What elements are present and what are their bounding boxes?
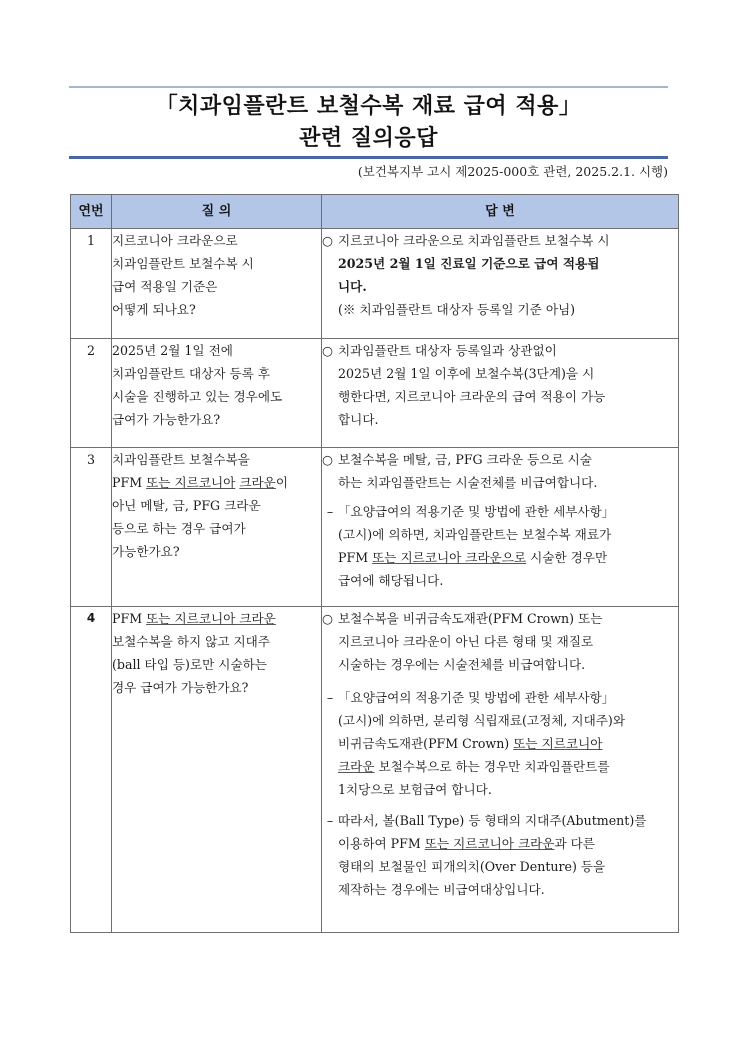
- circle-bullet-icon: ○: [322, 233, 333, 248]
- question-cell: [112, 448, 322, 607]
- document-title-line2: 관련 질의응답: [299, 126, 438, 151]
- table-row: [71, 339, 679, 448]
- underlined-text: 또는 지르코니아: [146, 475, 236, 490]
- text-run: 이: [275, 475, 288, 490]
- dash-bullet-icon: –: [326, 813, 334, 828]
- answer-line: [338, 755, 625, 778]
- question-line: 아닌 메탈, 금, PFG 크라운: [112, 498, 261, 513]
- question-line: [112, 607, 321, 630]
- answer-cell: [322, 339, 679, 448]
- answer-line-emphasis: 2025년 2월 1일 진료일 기준으로 급여 적용됩: [338, 256, 600, 271]
- answer-line: (고시)에 의하면, 분리형 식립재료(고정체, 지대주)와: [338, 713, 625, 728]
- circle-bullet-icon: ○: [322, 452, 333, 467]
- question-line: 2025년 2월 1일 전에: [112, 343, 233, 358]
- text-run: 이용하여 PFM: [338, 836, 425, 851]
- row-number: 2: [71, 339, 112, 448]
- answer-line: 지르코니아 크라운으로 치과임플란트 보철수복 시: [338, 233, 610, 248]
- question-line: 가능한가요?: [112, 544, 180, 559]
- dash-bullet-icon: –: [326, 690, 334, 705]
- answer-line: 치과임플란트 대상자 등록일과 상관없이: [338, 343, 557, 358]
- document-title-line1: 「치과임플란트 보철수복 재료 급여 적용」: [155, 94, 582, 119]
- answer-line: 급여에 해당됩니다.: [338, 573, 444, 588]
- answer-line: [338, 832, 646, 855]
- answer-line: 하는 치과임플란트는 시술전체를 비급여합니다.: [338, 475, 598, 490]
- circle-bullet-icon: ○: [322, 611, 333, 626]
- header-number: 연번: [71, 195, 112, 229]
- question-line: 치과임플란트 보철수복 시: [112, 256, 254, 271]
- answer-line: 「요양급여의 적용기준 및 방법에 관한 세부사항」: [338, 504, 615, 519]
- circle-bullet-icon: ○: [322, 343, 333, 358]
- row-number: 1: [71, 229, 112, 339]
- table-header-row: [71, 195, 679, 229]
- table-row: [71, 448, 679, 607]
- question-line: 시술을 진행하고 있는 경우에도: [112, 389, 283, 404]
- text-run: 과 다른: [554, 836, 595, 851]
- answer-note: (※ 치과임플란트 대상자 등록일 기준 아님): [338, 302, 576, 317]
- dash-bullet-icon: –: [326, 504, 334, 519]
- text-run: PFM: [112, 611, 147, 626]
- answer-line: 보철수복을 메탈, 금, PFG 크라운 등으로 시술: [338, 452, 592, 467]
- answer-line: [338, 546, 614, 569]
- header-question: 질 의: [112, 195, 322, 229]
- answer-line: 시술하는 경우에는 시술전체를 비급여합니다.: [338, 657, 586, 672]
- question-cell: [112, 229, 322, 339]
- question-line: 치과임플란트 보철수복을: [112, 452, 250, 467]
- answer-line: 행한다면, 지르코니아 크라운의 급여 적용이 가능: [338, 389, 606, 404]
- top-rule: [69, 86, 668, 88]
- answer-cell: [322, 607, 679, 933]
- answer-line: 형태의 보철물인 피개의치(Over Denture) 등을: [338, 859, 606, 874]
- question-line: 치과임플란트 대상자 등록 후: [112, 366, 270, 381]
- answer-bullet-item: [322, 229, 678, 321]
- answer-line: (고시)에 의하면, 치과임플란트는 보철수복 재료가: [338, 527, 612, 542]
- answer-line: 합니다.: [338, 412, 379, 427]
- underlined-text: 또는 지르코니아 크라운: [424, 836, 555, 851]
- row-number: 4: [71, 607, 112, 933]
- answer-line: 따라서, 볼(Ball Type) 등 형태의 지대주(Abutment)를: [338, 813, 647, 828]
- answer-line-emphasis: 니다.: [338, 279, 367, 294]
- text-run: 보철수복으로 하는 경우만 치과임플란트를: [374, 759, 610, 774]
- question-line: 급여 적용일 기준은: [112, 279, 218, 294]
- row-number: 3: [71, 448, 112, 607]
- answer-line: 보철수복을 비귀금속도재관(PFM Crown) 또는: [338, 611, 603, 626]
- answer-cell: [322, 448, 679, 607]
- answer-line: [338, 732, 625, 755]
- answer-line: 2025년 2월 1일 이후에 보철수복(3단계)을 시: [338, 366, 595, 381]
- underlined-text: 또는 지르코니아: [513, 736, 603, 751]
- question-cell: [112, 607, 322, 933]
- table-row: [71, 607, 679, 933]
- table-row: [71, 229, 679, 339]
- underlined-text: 크라운: [338, 759, 375, 774]
- answer-line: 1치당으로 보험급여 합니다.: [338, 782, 492, 797]
- answer-dash-item: [322, 809, 678, 901]
- question-line: 급여가 가능한가요?: [112, 412, 221, 427]
- answer-cell: [322, 229, 679, 339]
- header-answer: 답 변: [322, 195, 679, 229]
- underlined-text: 크라운: [239, 475, 276, 490]
- text-run: 시술한 경우만: [526, 550, 608, 565]
- question-line: (ball 타입 등)로만 시술하는: [112, 657, 267, 672]
- question-line: 경우 급여가 가능한가요?: [112, 680, 249, 695]
- text-run: 비귀금속도재관(PFM Crown): [338, 736, 514, 751]
- question-line: [112, 471, 321, 494]
- question-line: 지르코니아 크라운으로: [112, 233, 238, 248]
- question-line: 등으로 하는 경우 급여가: [112, 521, 246, 536]
- title-underline-rule: [69, 156, 668, 159]
- document-subtitle: (보건복지부 고시 제2025-000호 관련, 2025.2.1. 시행): [357, 164, 668, 179]
- text-run: PFM: [112, 475, 147, 490]
- question-line: 보철수복을 하지 않고 지대주: [112, 634, 270, 649]
- underlined-text: 또는 지르코니아 크라운으로: [372, 550, 527, 565]
- qa-table: [70, 194, 679, 933]
- answer-line: 지르코니아 크라운이 아닌 다른 형태 및 재질로: [338, 634, 594, 649]
- question-cell: [112, 339, 322, 448]
- question-line: 어떻게 되나요?: [112, 302, 196, 317]
- answer-line: 「요양급여의 적용기준 및 방법에 관한 세부사항」: [338, 690, 615, 705]
- answer-dash-item: [322, 500, 678, 592]
- text-run: PFM: [338, 550, 373, 565]
- answer-bullet-item: [322, 607, 678, 676]
- answer-dash-item: [322, 686, 678, 801]
- answer-bullet-item: [322, 339, 678, 431]
- answer-bullet-item: [322, 448, 678, 494]
- underlined-text: 또는 지르코니아 크라운: [146, 611, 276, 626]
- answer-line: 제작하는 경우에는 비급여대상입니다.: [338, 882, 545, 897]
